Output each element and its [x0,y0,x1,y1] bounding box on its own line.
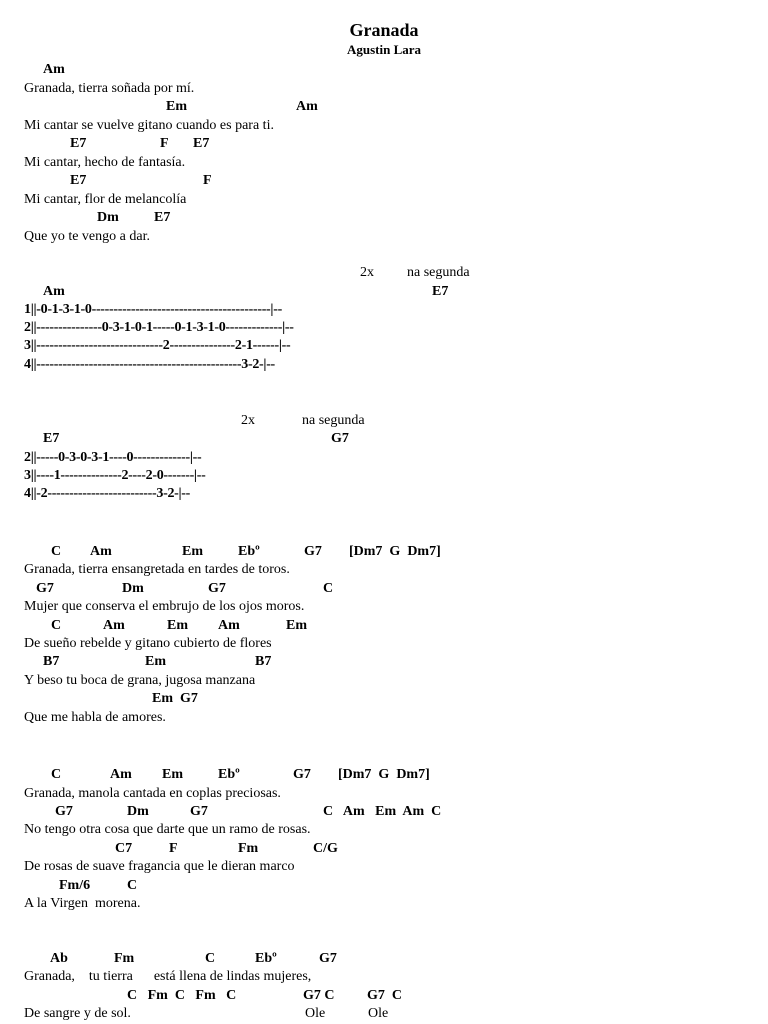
tab-line: 1||-0-1-3-1-0-----------------------------------------|-- [24,302,282,317]
chord-label: G7 [319,951,337,966]
chord-label: C [127,878,138,893]
chord-label: F [169,841,178,856]
chord-label: Dm [122,581,144,596]
chord-label: G7 [208,581,226,596]
chord-label: Ebº [238,544,260,559]
chord-label: C Am Em Am C [323,804,442,819]
chord-label: C Fm C Fm C [127,988,237,1003]
chord-label: C/G [313,841,338,856]
chord-label: Em [145,654,166,669]
chord-label: G7 [190,804,208,819]
chord-label: [Dm7 G Dm7] [349,544,441,559]
lyric-line: De rosas de suave fragancia que le dieran marco [24,859,295,874]
chord-label: G7 [304,544,322,559]
chord-label: Am [110,767,132,782]
lyric-line: Que me habla de amores. [24,710,166,725]
chord-label: Ebº [255,951,277,966]
lyric-line: Mujer que conserva el embrujo de los ojos moros. [24,599,305,614]
chord-label: B7 [255,654,272,669]
chord-label: C [323,581,334,596]
tab-line: 3||-----------------------------2---------------2-1------|-- [24,338,291,353]
tab-line: 2||-----0-3-0-3-1----0-------------|-- [24,450,202,465]
chord-label: C [51,618,62,633]
repeat-note: na segunda [407,265,470,280]
chord-label: Fm [238,841,259,856]
chord-label: Fm/6 [59,878,91,893]
chord-label: E7 [432,284,449,299]
chord-label: Am [218,618,240,633]
lyric-line: Granada, tu tierra está llena de lindas mujeres, [24,969,312,984]
chord-label: Dm [127,804,149,819]
chord-label: E7 [193,136,210,151]
lyric-line: Que yo te vengo a dar. [24,229,150,244]
chord-label: F [203,173,212,188]
repeat-note: na segunda [302,413,365,428]
lyric-line: No tengo otra cosa que darte que un ramo de rosas. [24,822,311,837]
chord-label: Am [43,284,65,299]
repeat-note: 2x [360,265,374,280]
chord-label: Em [182,544,203,559]
lyric-line: A la Virgen morena. [24,896,141,911]
chord-label: B7 [43,654,60,669]
lyric-line: Ole [305,1006,326,1021]
chord-label: Am [296,99,318,114]
lyric-line: Mi cantar se vuelve gitano cuando es para ti. [24,118,274,133]
chord-label: E7 [70,136,87,151]
chord-label: Am [103,618,125,633]
chord-label: Em [167,618,188,633]
chord-label: Ebº [218,767,240,782]
chord-label: G7 [331,431,349,446]
chord-label: C [51,544,62,559]
lyric-line: Ole [368,1006,389,1021]
repeat-note: 2x [241,413,255,428]
chord-label: E7 [43,431,60,446]
chord-label: E7 [70,173,87,188]
tab-line: 4||-2-------------------------3-2-|-- [24,486,191,501]
chord-label: Am [90,544,112,559]
lyric-line: Y beso tu boca de grana, jugosa manzana [24,673,256,688]
chord-label: Dm [97,210,119,225]
chord-label: G7 C [367,988,402,1003]
chord-label: [Dm7 G Dm7] [338,767,430,782]
chord-label: Am [43,62,65,77]
chord-label: Em [286,618,307,633]
chord-label: G7 [36,581,54,596]
lyric-line: De sueño rebelde y gitano cubierto de flores [24,636,272,651]
lyric-line: Mi cantar, hecho de fantasía. [24,155,186,170]
chord-label: C7 [115,841,133,856]
chord-label: E7 [154,210,171,225]
lyric-line: Granada, manola cantada en coplas preciosas. [24,786,281,801]
lyric-line: De sangre y de sol. [24,1006,131,1021]
tab-line: 2||---------------0-3-1-0-1-----0-1-3-1-0-------------|-- [24,320,294,335]
chord-label: G7 C [303,988,335,1003]
chord-label: C [205,951,216,966]
chord-label: C [51,767,62,782]
chord-label: G7 [55,804,73,819]
lyric-line: Mi cantar, flor de melancolía [24,192,187,207]
lyric-line: Granada, tierra soñada por mí. [24,81,195,96]
song-title: Granada [349,20,419,40]
chord-label: G7 [293,767,311,782]
chord-label: Em [166,99,187,114]
chord-label: Fm [114,951,135,966]
chord-label: Em G7 [152,691,198,706]
tab-line: 3||----1--------------2----2-0-------|-- [24,468,206,483]
lyric-line: Granada, tierra ensangretada en tardes de toros. [24,562,290,577]
song-author: Agustin Lara [346,42,422,57]
tab-line: 4||-----------------------------------------------3-2-|-- [24,357,275,372]
chord-label: F [160,136,169,151]
chord-label: Ab [50,951,68,966]
chord-label: Em [162,767,183,782]
